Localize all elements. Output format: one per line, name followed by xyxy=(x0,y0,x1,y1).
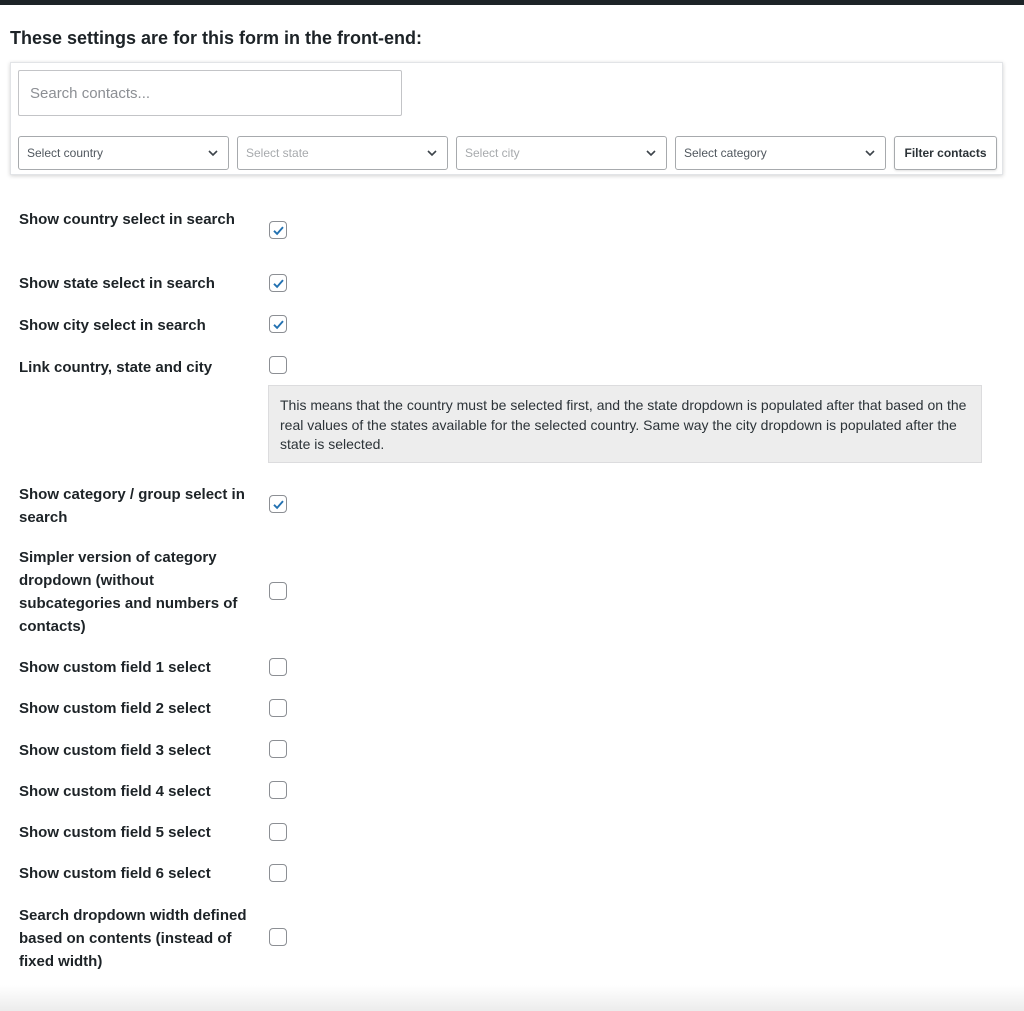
checkbox-country-select[interactable] xyxy=(269,221,287,239)
checkmark-icon xyxy=(271,223,286,238)
setting-label-city-select: Show city select in search xyxy=(19,317,206,334)
state-select-label: Select state xyxy=(246,146,309,160)
setting-label-simpler-category: Simpler version of category dropdown (without subcategories and numbers of contacts) xyxy=(19,549,238,635)
chevron-down-icon xyxy=(206,146,220,160)
checkbox-custom-field-1[interactable] xyxy=(269,658,287,676)
checkmark-icon xyxy=(271,276,286,291)
checkbox-simpler-category[interactable] xyxy=(269,582,287,600)
search-contacts-input[interactable] xyxy=(18,70,402,116)
state-select[interactable] xyxy=(237,136,448,170)
checkbox-custom-field-4[interactable] xyxy=(269,781,287,799)
checkbox-dropdown-width[interactable] xyxy=(269,928,287,946)
checkbox-city-select[interactable] xyxy=(269,315,287,333)
checkbox-link-locations[interactable] xyxy=(269,356,287,374)
checkbox-category-select[interactable] xyxy=(269,495,287,513)
country-select[interactable] xyxy=(18,136,229,170)
checkmark-icon xyxy=(271,497,286,512)
category-select-label: Select category xyxy=(684,146,767,160)
checkbox-custom-field-3[interactable] xyxy=(269,740,287,758)
checkmark-icon xyxy=(271,317,286,332)
setting-label-country-select: Show country select in search xyxy=(19,211,235,228)
chevron-down-icon xyxy=(863,146,877,160)
checkbox-custom-field-5[interactable] xyxy=(269,823,287,841)
chevron-down-icon xyxy=(644,146,658,160)
link-locations-description: This means that the country must be selected first, and the state dropdown is populated after that based on the real values of the states available for the selected country. Same way the city dropdown is populated after the state is selected. xyxy=(268,385,982,463)
setting-label-custom-field-1: Show custom field 1 select xyxy=(19,659,211,676)
chevron-down-icon xyxy=(425,146,439,160)
setting-label-link-locations: Link country, state and city xyxy=(19,359,213,376)
checkbox-custom-field-6[interactable] xyxy=(269,864,287,882)
page-heading: These settings are for this form in the front-end: xyxy=(10,28,423,48)
setting-label-custom-field-3: Show custom field 3 select xyxy=(19,742,211,759)
city-select[interactable] xyxy=(456,136,667,170)
bottom-shadow xyxy=(0,985,1024,1011)
search-form-preview xyxy=(10,62,1003,175)
setting-label-custom-field-6: Show custom field 6 select xyxy=(19,865,211,882)
setting-label-dropdown-width: Search dropdown width defined based on contents (instead of fixed width) xyxy=(19,907,247,970)
country-select-label: Select country xyxy=(27,146,104,160)
filter-contacts-button[interactable]: Filter contacts xyxy=(894,136,997,170)
setting-label-category-select: Show category / group select in search xyxy=(19,486,245,526)
setting-label-custom-field-5: Show custom field 5 select xyxy=(19,824,211,841)
setting-label-custom-field-4: Show custom field 4 select xyxy=(19,783,211,800)
checkbox-state-select[interactable] xyxy=(269,274,287,292)
setting-label-custom-field-2: Show custom field 2 select xyxy=(19,700,211,717)
city-select-label: Select city xyxy=(465,146,520,160)
setting-label-state-select: Show state select in search xyxy=(19,275,215,292)
checkbox-custom-field-2[interactable] xyxy=(269,699,287,717)
category-select[interactable] xyxy=(675,136,886,170)
top-bar xyxy=(0,0,1024,5)
